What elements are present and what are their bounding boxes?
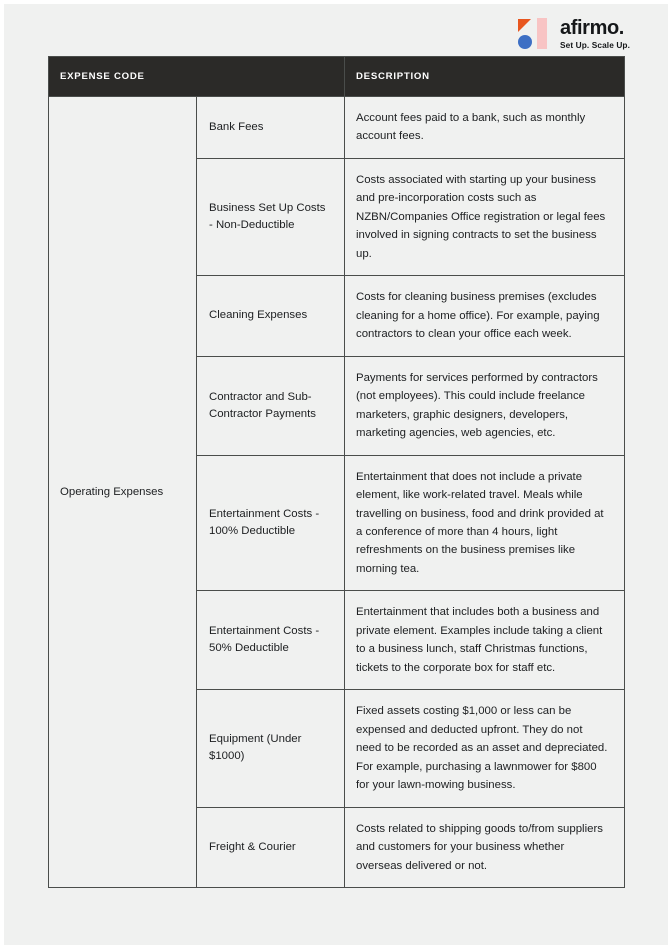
expense-description: Costs related to shipping goods to/from suppliers and customers for your business whether overseas delivered or not. [345, 807, 625, 887]
logo-tagline: Set Up. Scale Up. [560, 40, 630, 51]
expense-name: Entertainment Costs - 50% Deductible [197, 591, 345, 690]
expense-description: Entertainment that does not include a private element, like work-related travel. Meals while travelling on business, food and drink provided at a conference of more than 4 hours, light refreshments on the business premises like morning tea. [345, 455, 625, 591]
expense-name: Business Set Up Costs - Non-Deductible [197, 158, 345, 275]
logo-circle-icon [518, 35, 532, 49]
expense-name: Cleaning Expenses [197, 276, 345, 356]
column-header-description: DESCRIPTION [345, 57, 625, 97]
expense-table-container [48, 56, 624, 888]
expense-description: Account fees paid to a bank, such as monthly account fees. [345, 97, 625, 159]
table-body [49, 97, 625, 888]
logo-mark-icon [517, 17, 551, 51]
expense-table [48, 56, 625, 888]
expense-name: Bank Fees [197, 97, 345, 159]
expense-description: Costs associated with starting up your business and pre-incorporation costs such as NZBN/Companies Office registration or legal fees involved in signing contracts to set the business up. [345, 158, 625, 275]
expense-name: Equipment (Under $1000) [197, 690, 345, 807]
logo-triangle-icon [518, 19, 531, 32]
logo-wordmark-dot: . [618, 17, 624, 40]
logo-wordmark-name: afirmo [560, 17, 619, 40]
expense-description: Payments for services performed by contractors (not employees). This could include freelance marketers, graphic designers, developers, marketing agencies, web agencies, etc. [345, 356, 625, 455]
expense-name: Contractor and Sub-Contractor Payments [197, 356, 345, 455]
group-cell-operating-expenses: Operating Expenses [49, 97, 197, 888]
expense-description: Costs for cleaning business premises (excludes cleaning for a home office). For example, paying contractors to clean your office each week. [345, 276, 625, 356]
table-header-row [49, 57, 625, 97]
table-row [49, 97, 625, 159]
table-header [49, 57, 625, 97]
expense-name: Entertainment Costs - 100% Deductible [197, 455, 345, 591]
expense-description: Entertainment that includes both a business and private element. Examples include taking a client to a business lunch, staff Christmas functions, tickets to the corporate box for staff etc. [345, 591, 625, 690]
logo-bar-icon [537, 18, 547, 49]
logo-wordmark [560, 18, 630, 38]
logo-text-block [560, 18, 630, 49]
column-header-expense-code: EXPENSE CODE [49, 57, 345, 97]
page-canvas [4, 4, 668, 945]
expense-description: Fixed assets costing $1,000 or less can be expensed and deducted upfront. They do not need to be recorded as an asset and depreciated. For example, purchasing a lawnmower for $800 for your lawn-mowing business. [345, 690, 625, 807]
afirmo-logo [517, 17, 630, 51]
expense-name: Freight & Courier [197, 807, 345, 887]
